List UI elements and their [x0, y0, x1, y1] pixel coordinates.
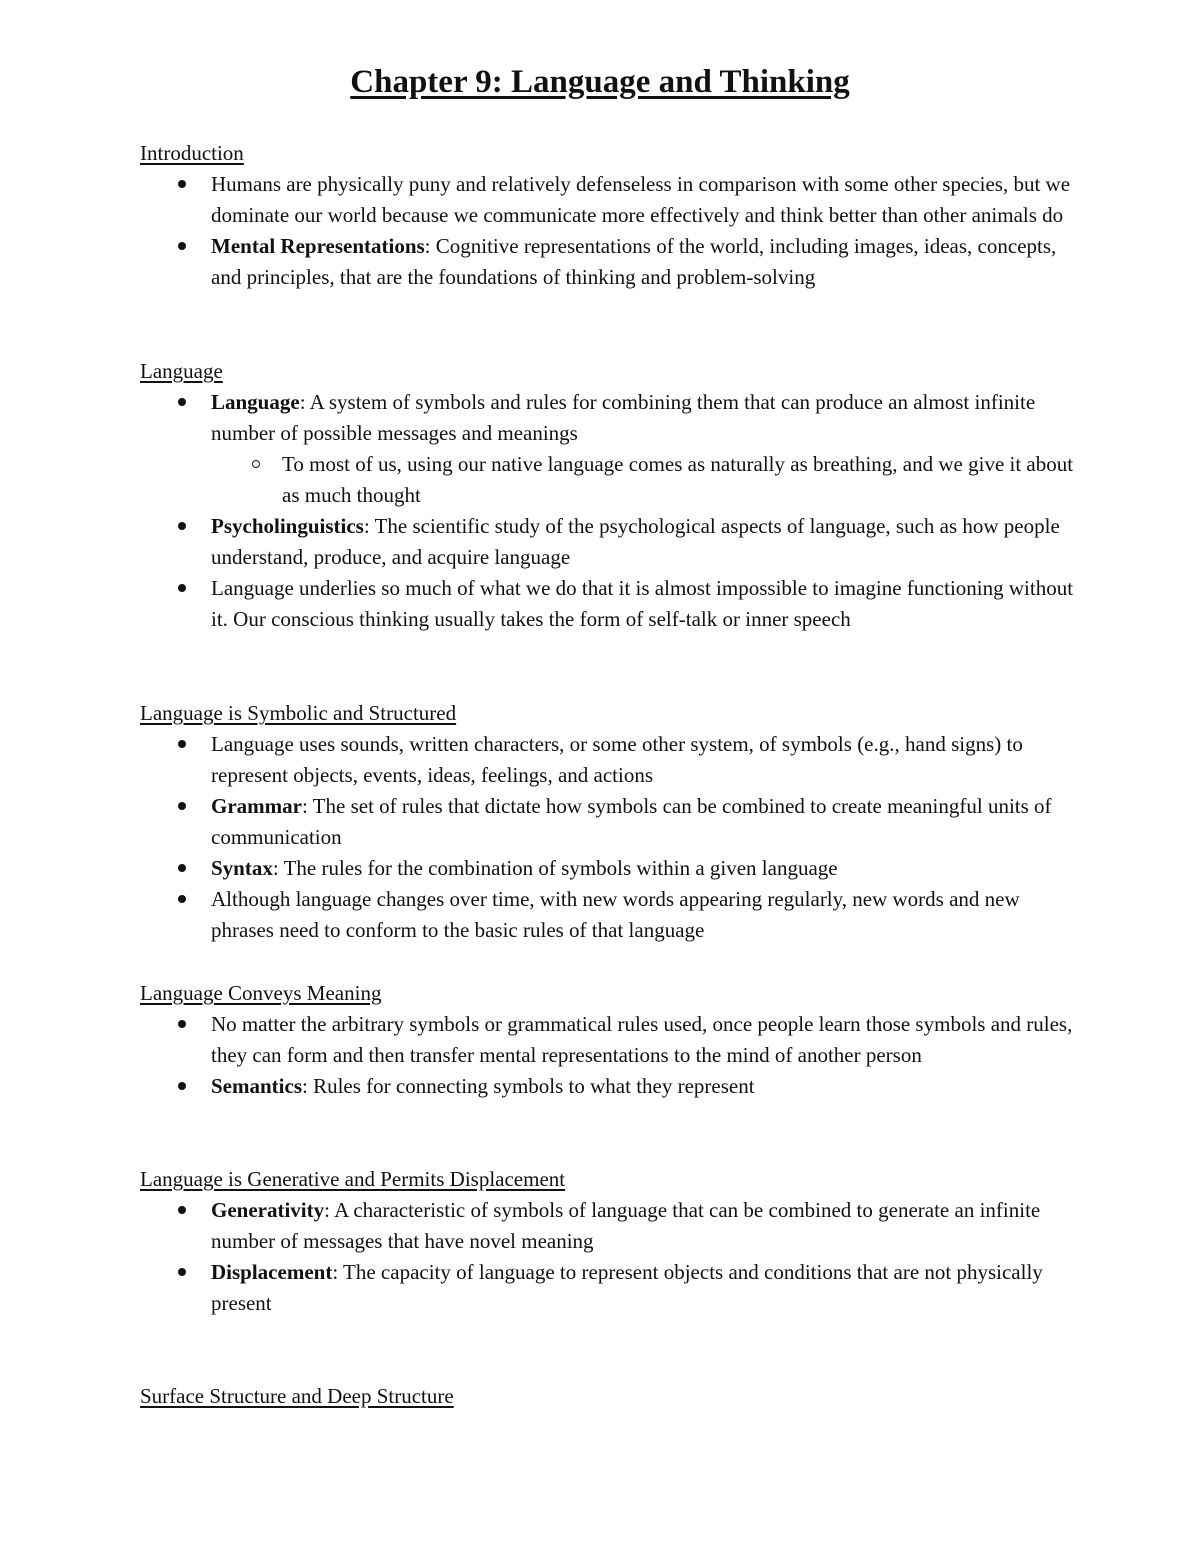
section-generative-displacement	[140, 1164, 1080, 1319]
definition: : The set of rules that dictate how symbols can be combined to create meaningful units of communication	[211, 794, 1052, 849]
section-introduction	[140, 138, 1080, 293]
list-item	[140, 1195, 1080, 1257]
definition: : The rules for the combination of symbols within a given language	[272, 856, 838, 880]
term: Mental Representations	[211, 234, 425, 258]
list-item	[140, 1257, 1080, 1319]
term: Psycholinguistics	[211, 514, 364, 538]
section-heading: Language Conveys Meaning	[140, 981, 382, 1005]
list-item	[140, 573, 1080, 635]
definition: : The capacity of language to represent objects and conditions that are not physically present	[211, 1260, 1043, 1315]
definition: : Cognitive representations of the world, including images, ideas, concepts, and principles, that are the foundations of thinking and problem-solving	[211, 234, 1057, 289]
definition: : Rules for connecting symbols to what they represent	[302, 1074, 755, 1098]
term: Syntax	[211, 856, 273, 880]
list-item	[140, 231, 1080, 293]
definition: Although language changes over time, with new words appearing regularly, new words and new phrases need to conform to the basic rules of that language	[211, 887, 1020, 942]
list-item	[140, 1009, 1080, 1071]
term: Generativity	[211, 1198, 325, 1222]
section-heading: Surface Structure and Deep Structure	[140, 1384, 454, 1408]
section-heading: Language	[140, 359, 223, 383]
section-heading: Introduction	[140, 141, 244, 165]
section-heading: Language is Generative and Permits Displacement	[140, 1167, 566, 1191]
list-item	[140, 791, 1080, 853]
list-item	[140, 169, 1080, 231]
list-item	[140, 853, 1080, 884]
list-item	[140, 729, 1080, 791]
term: Semantics	[211, 1074, 302, 1098]
bullet-list	[140, 169, 1080, 293]
bullet-list	[140, 729, 1080, 946]
term: Grammar	[211, 794, 302, 818]
sub-list-item	[140, 449, 1080, 511]
definition: No matter the arbitrary symbols or grammatical rules used, once people learn those symbols and rules, they can form and then transfer mental representations to the mind of another person	[211, 1012, 1073, 1067]
section-symbolic-structured	[140, 698, 1080, 946]
section-heading: Language is Symbolic and Structured	[140, 701, 457, 725]
list-item	[140, 387, 1080, 449]
list-item	[140, 1071, 1080, 1102]
term: Language	[211, 390, 300, 414]
definition: Language uses sounds, written characters, or some other system, of symbols (e.g., hand signs) to represent objects, events, ideas, feelings, and actions	[211, 732, 1023, 787]
page-title: Chapter 9: Language and Thinking	[350, 64, 850, 100]
section-language	[140, 356, 1080, 635]
section-surface-deep-structure	[140, 1381, 1080, 1412]
bullet-list	[140, 1195, 1080, 1319]
bullet-list	[140, 1009, 1080, 1102]
bullet-list	[140, 387, 1080, 635]
term: Displacement	[211, 1260, 333, 1284]
definition: Humans are physically puny and relatively defenseless in comparison with some other species, but we dominate our world because we communicate more effectively and think better than other animals do	[211, 172, 1071, 227]
sub-item-text: To most of us, using our native language comes as naturally as breathing, and we give it about as much thought	[282, 452, 1074, 507]
definition: : A system of symbols and rules for combining them that can produce an almost infinite number of possible messages and meanings	[211, 390, 1036, 445]
definition: Language underlies so much of what we do that it is almost impossible to imagine functioning without it. Our conscious thinking usually takes the form of self-talk or inner speech	[211, 576, 1074, 631]
definition: : A characteristic of symbols of language that can be combined to generate an infinite number of messages that have novel meaning	[211, 1198, 1041, 1253]
list-item	[140, 884, 1080, 946]
definition: : The scientific study of the psychological aspects of language, such as how people understand, produce, and acquire language	[211, 514, 1060, 569]
list-item	[140, 511, 1080, 573]
section-conveys-meaning	[140, 978, 1080, 1102]
